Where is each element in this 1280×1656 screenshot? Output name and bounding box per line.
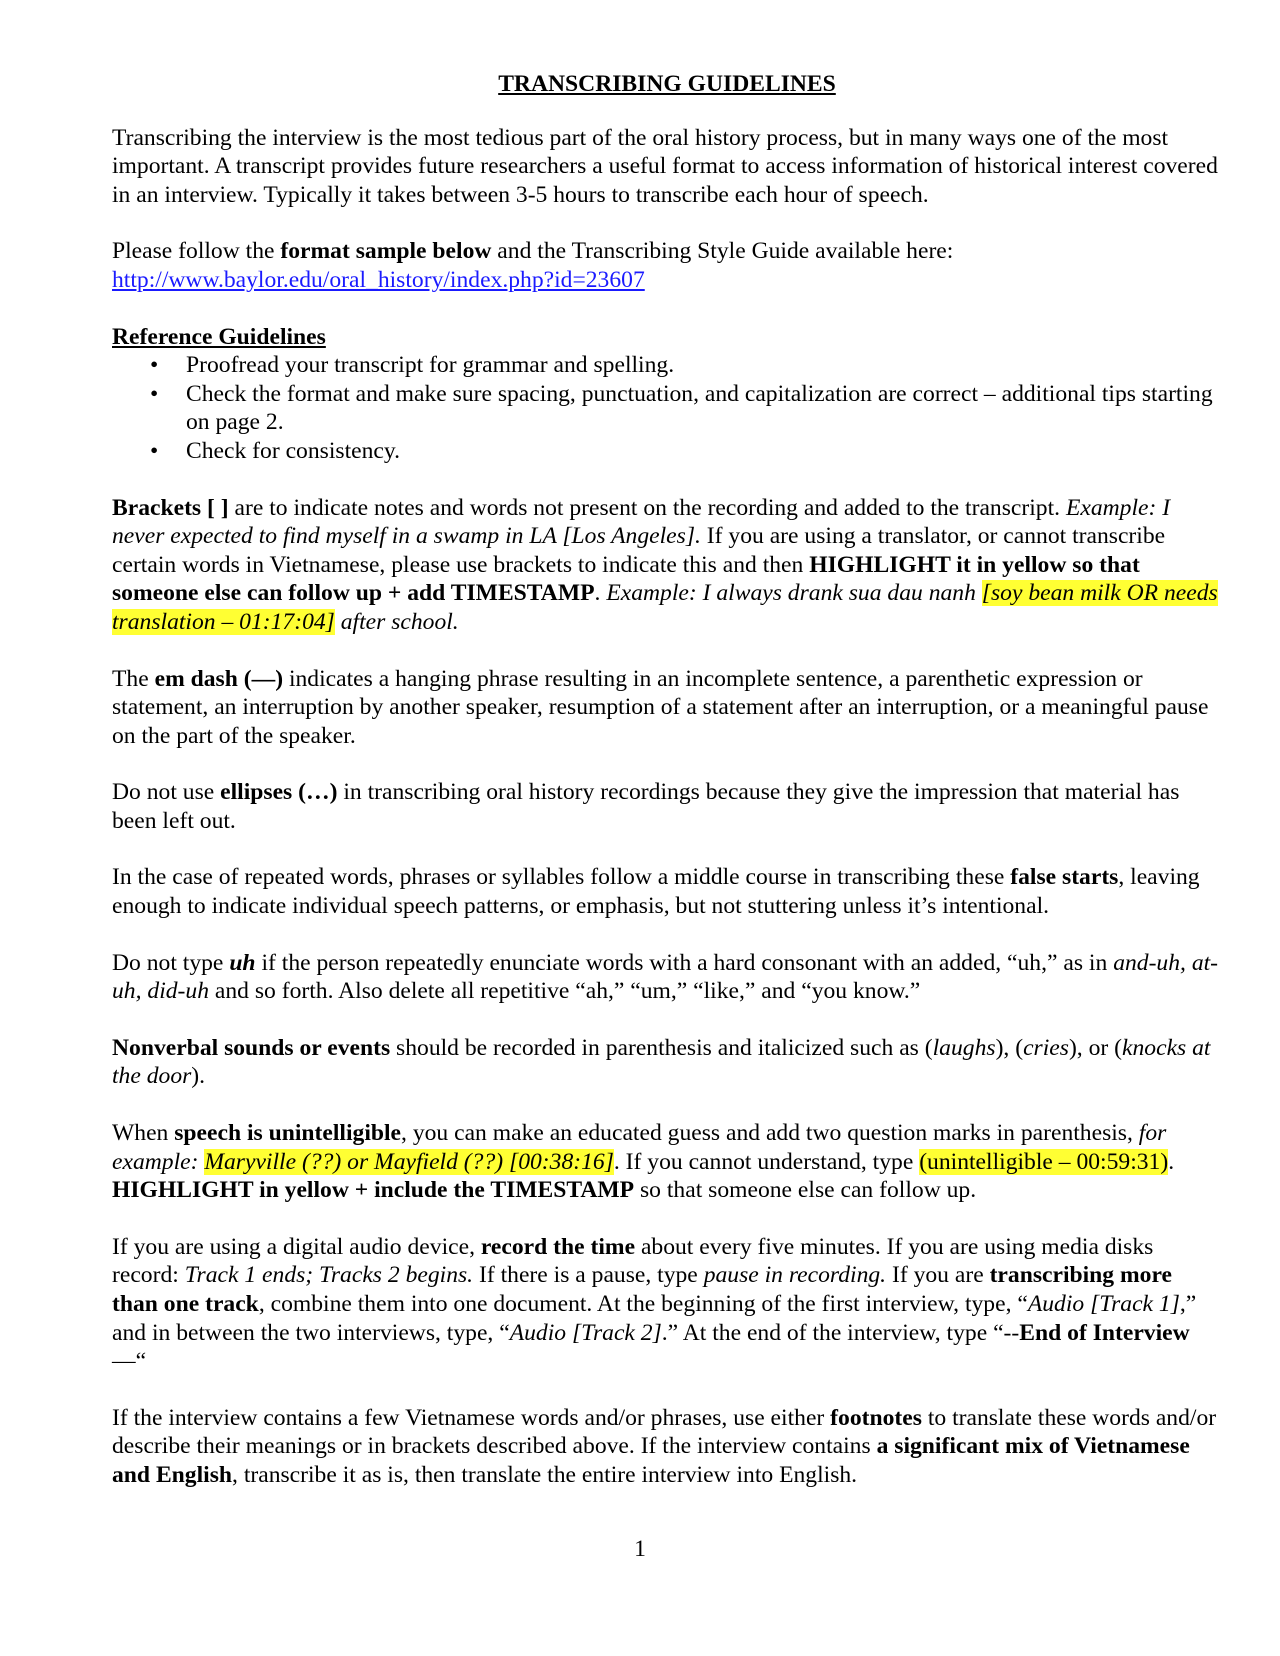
style-guide-link[interactable]: http://www.baylor.edu/oral_history/index.php?id=23607 bbox=[112, 266, 645, 293]
unintelligible-paragraph: When speech is unintelligible, you can make an educated guess and add two question marks in parenthesis, for example: Maryville (??) or Mayfield (??) [00:38:16]. If you cannot understand, type (unintelligible – 00:59:31). HIGHLIGHT in yellow + include the TIMESTAMP so that someone else can follow up. bbox=[112, 1120, 1175, 1204]
intro-paragraph: Transcribing the interview is the most tedious part of the oral history process, but in many ways one of the most important. A transcript provides future researchers a useful format to access information of historical interest covered in an interview. Typically it takes between 3-5 hours to transcribe each hour of speech. bbox=[112, 124, 1218, 208]
false-starts-paragraph: In the case of repeated words, phrases or syllables follow a middle course in transcribing these false starts, leaving enough to indicate individual speech patterns, or emphasis, but not stuttering unless it’s intentional. bbox=[112, 864, 1200, 920]
bullet-icon: • bbox=[150, 437, 159, 464]
reference-list bbox=[112, 351, 1222, 465]
highlight: (unintelligible – 00:59:31) bbox=[919, 1148, 1169, 1175]
ellipses-paragraph: Do not use ellipses (…) in transcribing oral history recordings because they give the impression that material has been left out. bbox=[112, 779, 1180, 834]
reference-heading: Reference Guidelines bbox=[112, 323, 326, 350]
list-item: • Proofread your transcript for grammar and spelling. bbox=[150, 352, 675, 379]
page-title: TRANSCRIBING GUIDELINES bbox=[498, 71, 836, 97]
brackets-paragraph: Brackets [ ] are to indicate notes and words not present on the recording and added to the transcript. Example: I never expected to find myself in a swamp in LA [Los Angeles]. If you are using a translator, or cannot transcribe certain words in Vietnamese, please use brackets to indicate this and then HIGHLIGHT it in yellow so that someone else can follow up + add TIMESTAMP. Example: I always drank sua dau nanh [soy bean milk OR needs translation – 01:17:04] after school. bbox=[112, 494, 1218, 635]
list-item: • Check for consistency. bbox=[150, 437, 401, 464]
vietnamese-paragraph: If the interview contains a few Vietnamese words and/or phrases, use either footnotes to translate these words and/or describe their meanings or in brackets described above. If the interview contains a significant mix of Vietnamese and English, transcribe it as is, then translate the entire interview into English. bbox=[112, 1404, 1217, 1488]
page-number: 1 bbox=[634, 1536, 646, 1562]
bullet-icon: • bbox=[150, 380, 159, 407]
uh-paragraph: Do not type uh if the person repeatedly enunciate words with a hard consonant with an added, “uh,” as in and-uh, at-uh, did-uh and so forth. Also delete all repetitive “ah,” “um,” “like,” and “you know.” bbox=[112, 949, 1219, 1005]
highlight: [soy bean milk OR needs translation – 01:17:04] bbox=[112, 580, 1218, 635]
record-time-paragraph: If you are using a digital audio device, record the time about every five minutes. If you are using media disks record: Track 1 ends; Tracks 2 begins. If there is a pause, type pause in recording. If you are transcribing more than one track, combine them into one document. At the beginning of the first interview, type, “Audio [Track 1],” and in between the two interviews, type, “Audio [Track 2].” At the end of the interview, type “--End of Interview—“ bbox=[112, 1233, 1197, 1375]
nonverbal-paragraph: Nonverbal sounds or events should be recorded in parenthesis and italicized such as (laughs), (cries), or (knocks at the door). bbox=[112, 1034, 1211, 1090]
bullet-icon: • bbox=[150, 352, 159, 379]
list-item: • Check the format and make sure spacing, punctuation, and capitalization are correct – additional tips starting on page 2. bbox=[150, 380, 1213, 436]
document-page bbox=[112, 70, 1222, 1518]
em-dash-paragraph: The em dash (—) indicates a hanging phrase resulting in an incomplete sentence, a parenthetic expression or statement, an interruption by another speaker, resumption of a statement after an interruption, or a meaningful pause on the part of the speaker. bbox=[112, 665, 1209, 749]
highlight: Maryville (??) or Mayfield (??) [00:38:16] bbox=[204, 1148, 614, 1175]
follow-paragraph: Please follow the format sample below and the Transcribing Style Guide available here: http://www.baylor.edu/oral_history/index.php?id=23607 bbox=[112, 238, 954, 293]
